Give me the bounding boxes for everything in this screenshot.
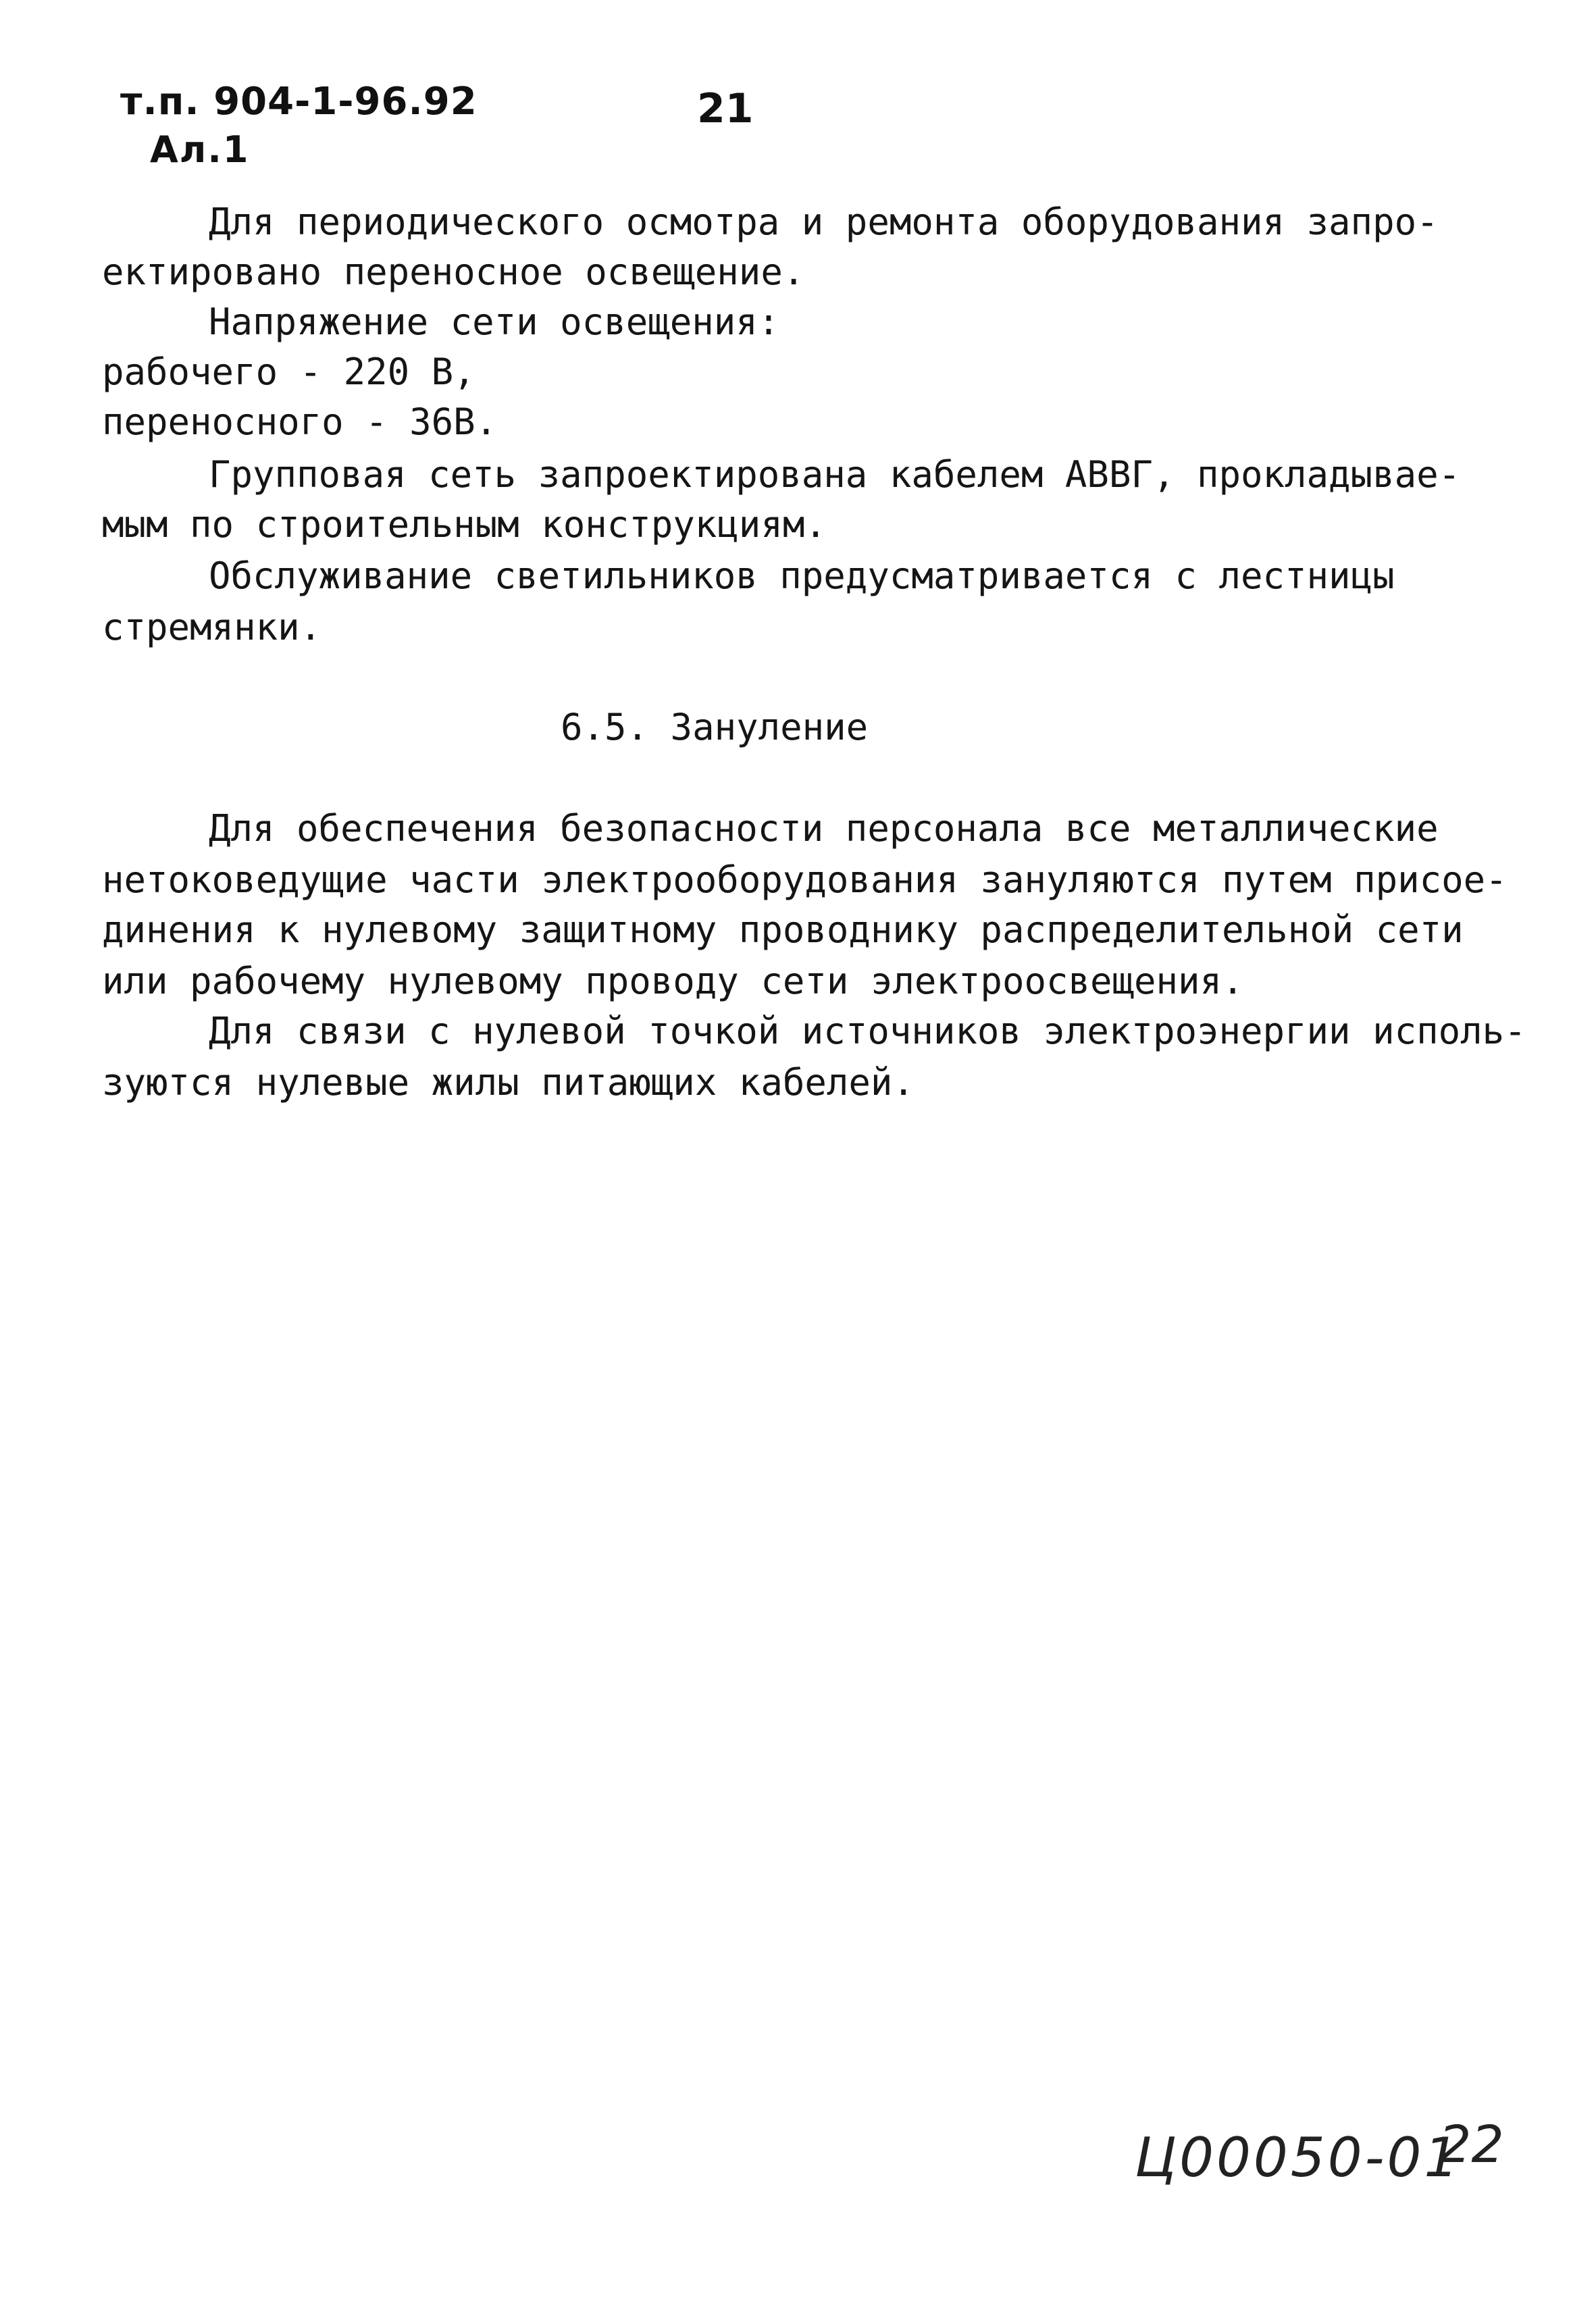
lighting-para1-line1: Для периодического осмотра и ремонта оборудования запро- bbox=[209, 201, 1439, 243]
grounding-para1-line3: динения к нулевому защитному проводнику распределительной сети bbox=[102, 908, 1464, 951]
lighting-para3-line2: стремянки. bbox=[102, 606, 322, 648]
page-number: 21 bbox=[697, 85, 754, 132]
grounding-para2-line1: Для связи с нулевой точкой источников электроэнергии исполь- bbox=[209, 1010, 1526, 1052]
portable-voltage: переносного - 36В. bbox=[102, 401, 498, 443]
grounding-para2-line2: зуются нулевые жилы питающих кабелей. bbox=[102, 1061, 915, 1104]
sheet-total: 22 bbox=[1439, 2114, 1504, 2174]
grounding-para1-line4: или рабочему нулевому проводу сети электроосвещения. bbox=[102, 960, 1244, 1002]
section-title: 6.5. Зануление bbox=[561, 706, 869, 748]
working-voltage: рабочего - 220 В, bbox=[102, 351, 475, 393]
grounding-para1-line2: нетоковедущие части электрооборудования зануляются путем присое- bbox=[102, 858, 1508, 901]
lighting-para2-line2: мым по строительным конструкциям. bbox=[102, 503, 827, 546]
lighting-para3-line1: Обслуживание светильников предусматривается с лестницы bbox=[209, 555, 1395, 597]
sheet-designation: Ал.1 bbox=[150, 128, 250, 171]
voltage-heading: Напряжение сети освещения: bbox=[209, 301, 780, 343]
document-code: т.п. 904-1-96.92 bbox=[120, 80, 478, 124]
lighting-para2-line1: Групповая сеть запроектирована кабелем АВВГ, прокладывае- bbox=[209, 453, 1461, 496]
grounding-para1-line1: Для обеспечения безопасности персонала все металлические bbox=[209, 807, 1439, 850]
archive-number: Ц00050-01 bbox=[1135, 2126, 1462, 2189]
lighting-para1-line2: ектировано переносное освещение. bbox=[102, 251, 805, 293]
